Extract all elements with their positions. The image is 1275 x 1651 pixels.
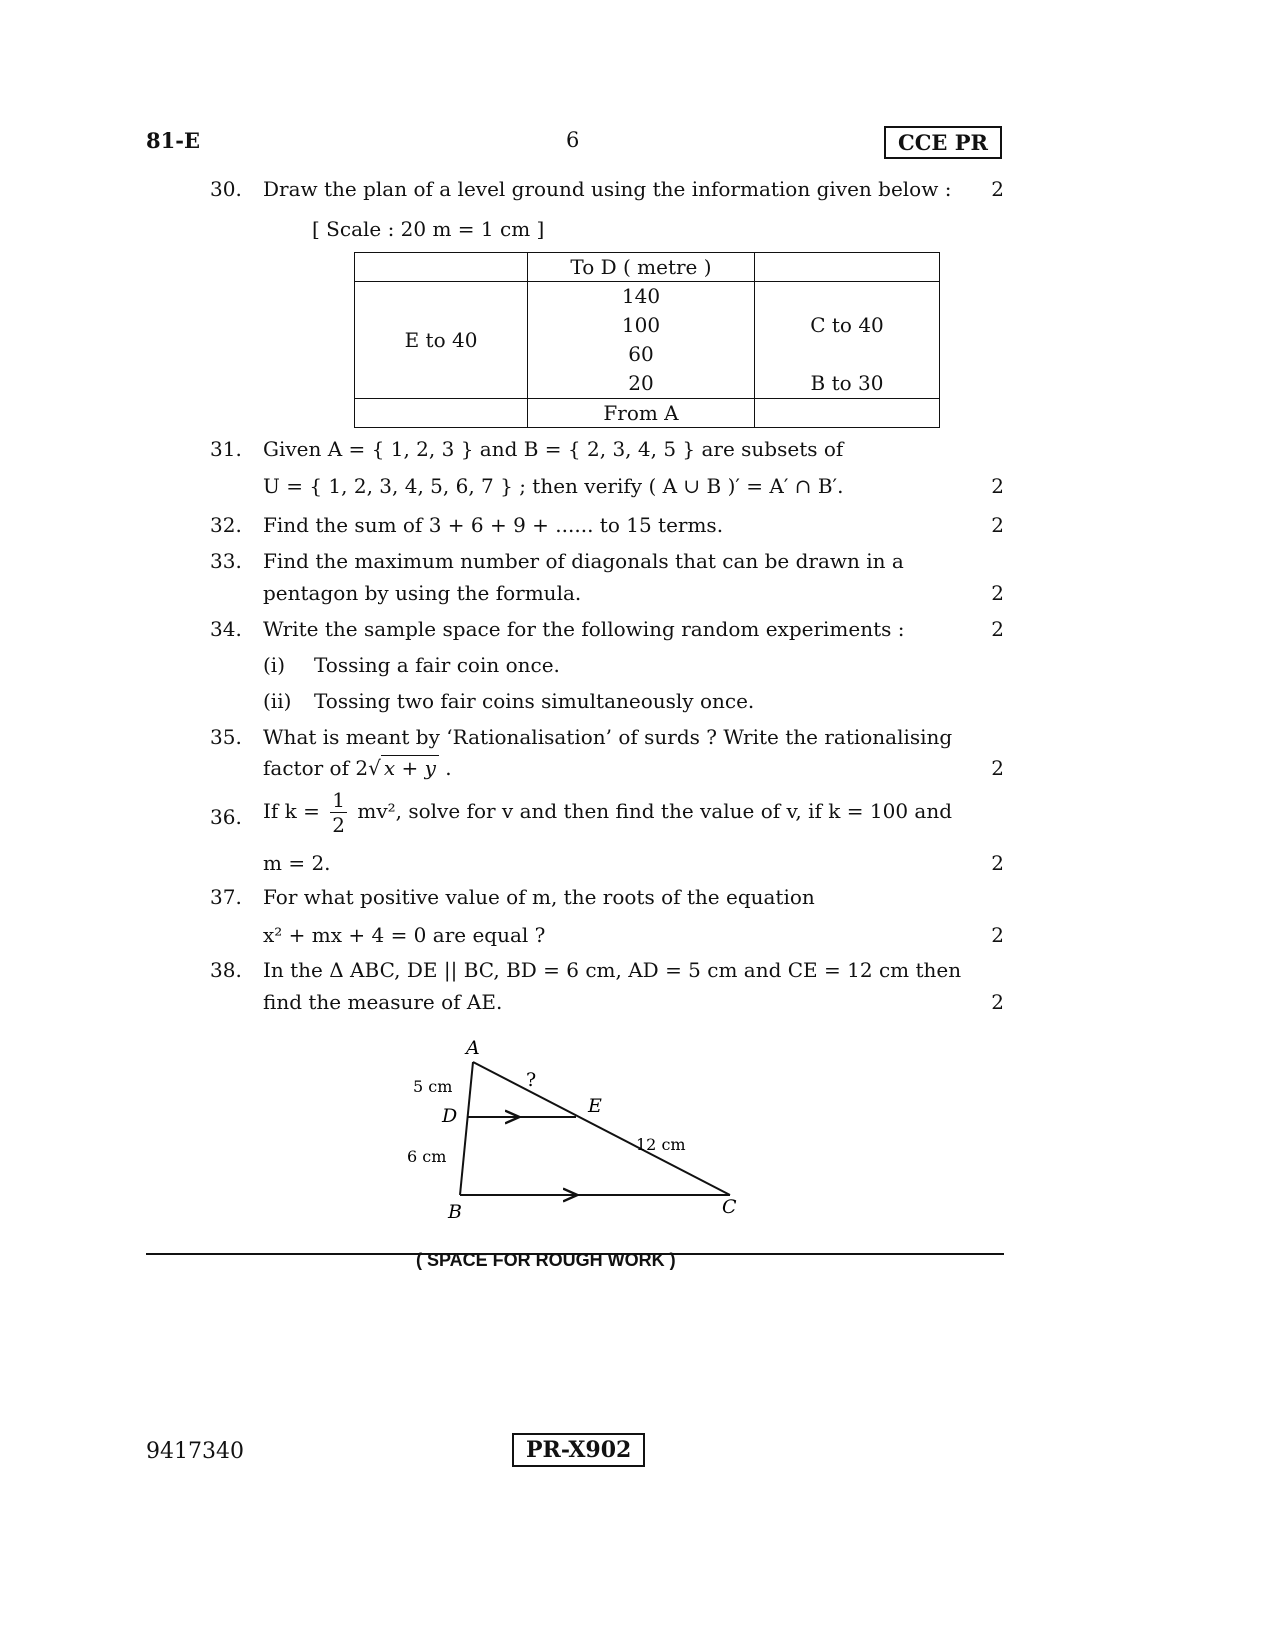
q38-line1: In the Δ ABC, DE || BC, BD = 6 cm, AD = 5 cm and CE = 12 cm then: [263, 958, 962, 982]
q35-number: 35.: [210, 725, 242, 749]
q34-text: Write the sample space for the following random experiments :: [263, 617, 905, 641]
q37-marks: 2: [991, 923, 1004, 947]
q35-line1: What is meant by ‘Rationalisation’ of surds ? Write the rationalising: [263, 725, 953, 749]
q34-part-text: Tossing a fair coin once.: [314, 653, 560, 677]
q32-text: Find the sum of 3 + 6 + 9 + ...... to 15 terms.: [263, 513, 724, 537]
q35-radicand: x + y: [381, 755, 439, 780]
q37-line1: For what positive value of m, the roots of the equation: [263, 885, 815, 909]
vertex-label-b: B: [448, 1201, 462, 1223]
q30-text: Draw the plan of a level ground using the information given below :: [263, 177, 952, 201]
q31-line2: U = { 1, 2, 3, 4, 5, 6, 7 } ; then verify ( A ∪ B )′ = A′ ∩ B′.: [263, 474, 844, 498]
cce-pr-box: CCE PR: [884, 126, 1002, 159]
q35-line2-suffix: .: [438, 756, 452, 780]
table-offset-right: [755, 282, 940, 399]
vertex-label-a: A: [466, 1037, 480, 1059]
q31-marks: 2: [991, 474, 1004, 498]
q31-line1: Given A = { 1, 2, 3 } and B = { 2, 3, 4, 5 } are subsets of: [263, 437, 844, 461]
q38-number: 38.: [210, 958, 242, 982]
chainage-value: 20: [628, 371, 654, 395]
table-empty-cell: [755, 253, 940, 282]
offset-c: C to 40: [810, 313, 884, 337]
q34-part-text: Tossing two fair coins simultaneously once.: [314, 689, 755, 713]
fraction-one-half: $\frac{1}{2}$: [332, 788, 345, 837]
paper-code: 81-E: [146, 128, 200, 153]
table-offset-left: E to 40: [355, 282, 528, 399]
table-chainage-cell: [528, 282, 755, 399]
side-ac: [473, 1062, 730, 1195]
q34-number: 34.: [210, 617, 242, 641]
vertex-label-e: E: [588, 1095, 602, 1117]
q33-line1: Find the maximum number of diagonals that can be drawn in a: [263, 549, 904, 573]
q33-number: 33.: [210, 549, 242, 573]
page-number: 6: [566, 128, 580, 152]
field-book-table: [354, 252, 940, 428]
q37-number: 37.: [210, 885, 242, 909]
vertex-label-d: D: [442, 1105, 458, 1127]
table-empty-cell: [755, 399, 940, 428]
q35-marks: 2: [991, 756, 1004, 780]
q32-marks: 2: [991, 513, 1004, 537]
q30-number: 30.: [210, 177, 242, 201]
chainage-value: 140: [621, 284, 661, 308]
q36-prefix: If k =: [263, 799, 327, 823]
q32-number: 32.: [210, 513, 242, 537]
table-footer-from-a: From A: [528, 399, 755, 428]
label-bd: 6 cm: [407, 1147, 447, 1166]
chainage-value: 100: [621, 313, 661, 337]
q36-number: 36.: [210, 805, 242, 829]
triangle-abc-figure: [380, 1020, 740, 1230]
q35-line2-prefix: factor of 2: [263, 756, 369, 780]
q33-marks: 2: [991, 581, 1004, 605]
q31-number: 31.: [210, 437, 242, 461]
q36-suffix: mv², solve for v and then find the value of v, if k = 100 and: [351, 799, 953, 823]
side-ab: [460, 1062, 473, 1195]
table-empty-cell: [355, 253, 528, 282]
footer-paper-code-box: PR-X902: [512, 1433, 645, 1467]
q30-scale: [ Scale : 20 m = 1 cm ]: [312, 217, 545, 241]
q36-line2: m = 2.: [263, 851, 331, 875]
q36-marks: 2: [991, 851, 1004, 875]
q34-part-label: (i): [263, 653, 286, 677]
label-ad: 5 cm: [413, 1077, 453, 1096]
radical-sign: √: [368, 756, 381, 780]
q38-marks: 2: [991, 990, 1004, 1014]
offset-b: B to 30: [810, 371, 884, 395]
table-header-to-d: To D ( metre ): [528, 253, 755, 282]
footer-serial-number: 9417340: [146, 1439, 244, 1464]
chainage-value: 60: [628, 342, 654, 366]
q35-line2: [263, 756, 452, 780]
q33-line2: pentagon by using the formula.: [263, 581, 582, 605]
q37-line2: x² + mx + 4 = 0 are equal ?: [263, 923, 546, 947]
label-ce: 12 cm: [636, 1135, 686, 1154]
q34-part-label: (ii): [263, 689, 292, 713]
q34-marks: 2: [991, 617, 1004, 641]
q36-line1: [263, 790, 952, 835]
table-empty-cell: [355, 399, 528, 428]
rough-work-label: ( SPACE FOR ROUGH WORK ): [416, 1250, 676, 1270]
q30-marks: 2: [991, 177, 1004, 201]
vertex-label-c: C: [722, 1196, 737, 1218]
q38-line2: find the measure of AE.: [263, 990, 503, 1014]
label-ae-unknown: ?: [526, 1069, 537, 1091]
